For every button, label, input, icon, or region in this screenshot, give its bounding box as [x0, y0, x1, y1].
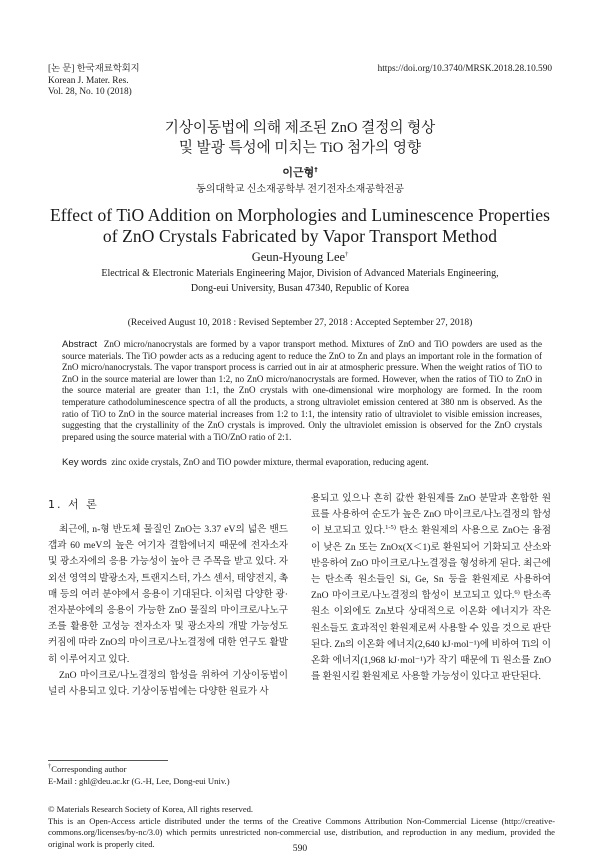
affiliation-korean: 동의대학교 신소재공학부 전기전자소재공학전공 — [196, 184, 404, 195]
footnote-divider — [48, 760, 168, 761]
abstract-label: Abstract — [62, 339, 98, 350]
author-english-name: Geun-Hyoung Lee — [251, 250, 346, 264]
paragraph: ZnO 마이크로/나노결정의 합성을 위하여 기상이동법이 널리 사용되고 있다. 기상이동법에는 다양한 원료가 사 — [48, 669, 288, 698]
citation: 1-5) — [385, 524, 396, 532]
doi-link[interactable]: https://doi.org/10.3740/MRSK.2018.28.10.590 — [377, 64, 552, 74]
keywords — [62, 457, 542, 468]
footnote-line-1: Corresponding author — [51, 764, 127, 774]
title-english — [0, 205, 600, 247]
text-run: 탄소족 원소 이외에도 Zn보다 상대적으로 이온화 에너지가 작은 원소들도 효과적인 환원제로써 사용할 수 있을 것으로 판단된다. Zn의 이온화 에너지(2,640 kJ·mol⁻¹)에 비하여 Ti의 이온화 에너지(1,968 kJ·mol⁻¹)가 작기 때문에 Ti 원소를 ZnO를 환원시킬 환원제로 사용할 가능성이 있다고 판단된다. — [311, 590, 551, 683]
title-english-line-2: of ZnO Crystals Fabricated by Vapor Transport Method — [102, 226, 498, 246]
footnote — [48, 764, 230, 787]
keywords-text: zinc oxide crystals, ZnO and TiO powder mixture, thermal evaporation, reducing agent. — [111, 457, 429, 467]
footnote-line-2: E-Mail : ghl@deu.ac.kr (G.-H, Lee, Dong-eui Univ.) — [48, 775, 230, 786]
abstract — [62, 339, 542, 443]
affiliation-english-line-2: Dong-eui University, Busan 47340, Republic of Korea — [190, 283, 410, 294]
received-dates: (Received August 10, 2018 : Revised September 27, 2018 : Accepted September 27, 2018) — [127, 318, 473, 328]
copyright-line-2: This is an Open-Access article distributed under the terms of the Creative Commons Attribution Non-Commercial License (http://creative-commons.org/licenses/by-nc/3.0) which permits unrestricted non-commercial use, distribution, and reproduction in any medium, provided the original work is properly cited. — [48, 815, 555, 849]
journal-line-2: Korean J. Mater. Res. — [48, 75, 129, 86]
page-number: 590 — [292, 843, 308, 854]
author-korean-name: 이근형 — [282, 166, 315, 179]
journal-line-3: Vol. 28, No. 10 (2018) — [48, 87, 132, 98]
affiliation-english-line-1: Electrical & Electronic Materials Engineering Major, Division of Advanced Materials Engineering, — [101, 268, 499, 279]
text-run: 용되고 있으나 흔히 값싼 환원제를 ZnO 분말과 혼합한 원료를 사용하여 순도가 높은 ZnO 마이크로/나노결정의 합성이 보고되고 있다. — [311, 493, 551, 537]
body-right-column — [311, 491, 551, 685]
author-mark-korean: † — [314, 165, 318, 174]
author-korean — [0, 164, 600, 180]
paragraph — [311, 491, 551, 685]
keywords-label: Key words — [62, 457, 107, 468]
section-heading: 1. 서 론 — [48, 498, 99, 511]
text-run: 탄소 환원제의 사용으로 ZnO는 융점이 낮은 Zn 또는 ZnOx(X＜1)로 환원되어 기화되고 산소와 반응하여 ZnO 마이크로/나노결정을 형성하게 된다. 최근에는 탄소족 원소들인 Si, Ge, Sn 등을 환원제로 사용하여 ZnO 마이크로/나노결정의 합성이 보고되고 있다. — [311, 525, 551, 602]
author-mark-footnote: † — [48, 763, 52, 771]
author-english — [0, 250, 600, 265]
copyright-line-1: © Materials Research Society of Korea, All rights reserved. — [48, 804, 254, 814]
title-korean — [0, 118, 600, 158]
title-korean-line-2: 및 발광 특성에 미치는 TiO 첨가의 영향 — [178, 140, 422, 156]
footnote-corresponding — [48, 764, 230, 776]
citation: 6) — [514, 589, 520, 597]
journal-header — [48, 64, 140, 99]
affiliation-english — [0, 266, 600, 296]
journal-line-1: [논 문] 한국재료학회지 — [48, 64, 140, 74]
title-korean-line-1: 기상이동법에 의해 제조된 ZnO 결정의 형상 — [164, 120, 436, 136]
author-mark-english: † — [345, 250, 349, 258]
abstract-text: ZnO micro/nanocrystals are formed by a vapor transport method. Mixtures of ZnO and TiO powders are used as the source materials. The TiO powder acts as a reducing agent to reduce the ZnO to Zn and plays an important role in the formation of ZnO micro/nanocrystals. The vapor transport process is carried out in air at atmospheric pressure. When the weight ratios of TiO to ZnO in the source material are lower than 1:2, no ZnO micro/nanocrystals are formed. However, when the ratios of TiO to ZnO in the source material are greater than 1:1, the ZnO crystals with one-dimensional wire morphology are formed. In the room temperature cathodoluminescence spectra of all the products, a strong ultraviolet emission centered at 380 nm is observed. As the ratio of TiO to ZnO in the source material increases from 1:2 to 1:1, the intensity ratio of ultraviolet to visible emission increases, suggesting that the crystallinity of the ZnO crystals is improved. Only the ultraviolet emission is observed for the ZnO crystals prepared using the source material with a TiO/ZnO ratio of 2:1. — [62, 339, 542, 442]
body-left-column — [48, 522, 288, 700]
paragraph: 최근에, n-형 반도체 물질인 ZnO는 3.37 eV의 넓은 밴드갭과 60 meV의 높은 여기자 결합에너지 때문에 전자소자 및 광소자에의 응용 가능성이 높아 큰 주목을 받고 있다. 자외선 영역의 발광소자, 트랜지스터, 가스 센서, 태양전지, 촉매 등의 여러 분야에서 응용이 기대된다. 이처럼 다양한 광·전자분야에의 응용이 가능한 ZnO 물질의 마이크로/나노구조를 활용한 고성능 전자소자 및 광소자의 개발 가능성도 커짐에 따라 ZnO의 마이크로/나노결정에 대한 연구도 활발히 이루어지고 있다. — [48, 524, 288, 665]
title-english-line-1: Effect of TiO Addition on Morphologies and Luminescence Properties — [49, 205, 551, 225]
